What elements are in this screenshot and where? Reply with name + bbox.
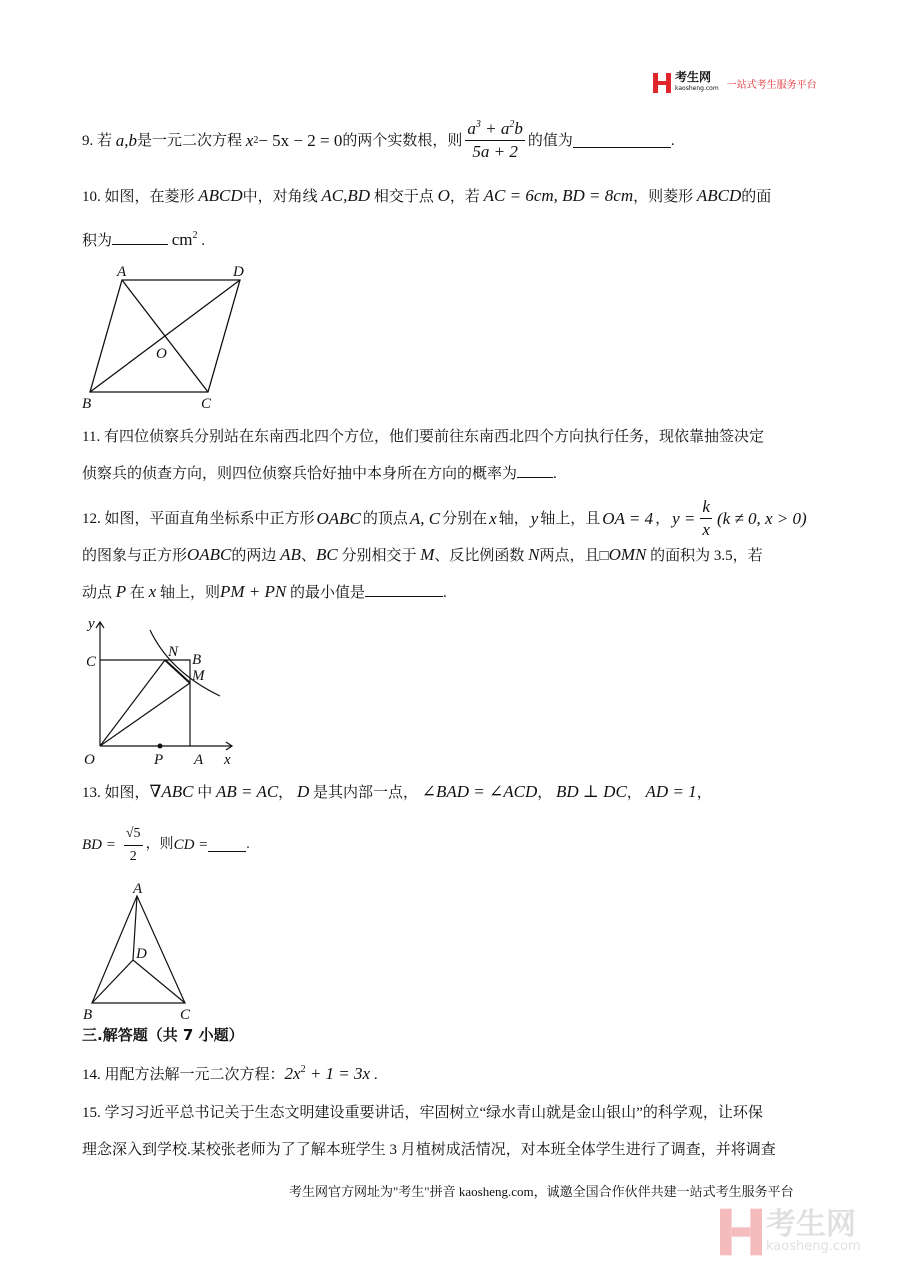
label-A: A	[117, 264, 127, 280]
question-11-line1: 11. 有四位侦察兵分别站在东南西北四个方位，他们要前往东南西北四个方向执行任务，现依靠抽签决定	[82, 429, 764, 445]
frac-den: 5a + 2	[472, 142, 518, 161]
q12-text: 轴上，则	[159, 585, 220, 601]
answer-blank	[365, 583, 443, 597]
question-12-line2	[82, 545, 763, 566]
q10-text: 的面	[741, 189, 772, 205]
q13-text: 13. 如图，	[82, 785, 150, 801]
answer-blank	[208, 838, 246, 852]
q12-math: y	[530, 508, 539, 528]
frac-den: x	[702, 520, 710, 539]
q12-text: 轴，	[498, 510, 529, 527]
q12-math: OABC	[187, 545, 232, 564]
q14-end: .	[373, 1067, 378, 1083]
question-11-line2	[82, 464, 557, 484]
q9-end: .	[670, 132, 675, 149]
q14-math: 2x	[284, 1064, 301, 1083]
q10-text: 中，对角线	[242, 189, 318, 205]
q9-fraction	[465, 118, 524, 163]
q13-text: ，	[626, 785, 642, 801]
q9-math: − 5x − 2 = 0	[258, 130, 343, 150]
q10-sup: 2	[192, 230, 198, 241]
frac-num: k	[700, 496, 712, 519]
question-13-line2	[82, 822, 250, 868]
q10-text: 相交于点	[373, 189, 434, 205]
watermark-domain: kaosheng.com	[766, 1239, 861, 1254]
q13-math: AD = 1	[645, 782, 697, 801]
answer-blank	[573, 134, 671, 148]
label-M: M	[192, 668, 205, 684]
brand-slogan: 一站式考生服务平台	[726, 79, 817, 91]
q13-math: D	[296, 782, 310, 801]
frac-num: √5	[124, 823, 143, 846]
q12-math: A, C	[409, 508, 441, 528]
label-A: A	[194, 752, 204, 768]
watermark-brand: 考生网	[766, 1207, 856, 1242]
q13-math: ∇ABC	[149, 782, 194, 801]
q10-end: .	[201, 233, 206, 249]
q10-math: AC = 6cm, BD = 8cm	[483, 186, 634, 205]
q12-math: (k ≠ 0, x > 0)	[716, 508, 807, 528]
kaosheng-watermark-icon	[720, 1208, 762, 1256]
frac-sup: 3	[475, 119, 481, 130]
q11-end: .	[553, 466, 557, 482]
frac-den: 2	[129, 848, 137, 864]
q13-math: ∠BAD = ∠ACD	[421, 782, 538, 801]
question-12-line3	[82, 582, 447, 603]
answer-blank	[517, 464, 553, 478]
q9-math: x	[245, 130, 254, 150]
q12-text: 轴上，且	[540, 510, 601, 527]
q12-math: OABC	[316, 508, 361, 528]
question-13-line1	[82, 782, 712, 803]
header-logo	[653, 72, 817, 94]
q12-math: BC	[315, 545, 338, 564]
label-C: C	[180, 1007, 191, 1023]
answer-blank	[112, 231, 168, 245]
q10-math: AC,BD	[321, 186, 371, 205]
triangle-figure	[78, 878, 208, 1023]
q10-text: 10. 如图，在菱形	[82, 189, 195, 205]
q10-text: ，若	[449, 189, 480, 205]
q10-math: O	[437, 186, 450, 205]
q12-text: 动点	[82, 585, 113, 601]
frac-part: b	[514, 119, 523, 138]
frac-part: a	[467, 119, 476, 138]
page-footer: 考生网官方网址为"考生"拼音 kaosheng.com，诚邀全国合作伙伴共建一站式考生服务平台	[289, 1184, 794, 1199]
q12-math: x	[148, 582, 157, 601]
rhombus-figure	[75, 260, 265, 415]
coordinate-figure	[80, 612, 250, 772]
q12-fraction	[700, 496, 712, 541]
q12-end: .	[443, 585, 447, 601]
q14-text: 14. 用配方法解一元二次方程：	[82, 1067, 285, 1083]
label-D: D	[136, 946, 147, 962]
label-C: C	[86, 654, 97, 670]
brand-domain: kaosheng.com	[675, 85, 719, 92]
q13-math: BD ⊥ DC	[556, 782, 627, 801]
label-N: N	[168, 644, 179, 660]
label-O: O	[84, 752, 95, 768]
q12-text: 在	[129, 585, 145, 601]
q12-text: 的顶点	[362, 510, 408, 527]
q13-math: BD =	[82, 837, 116, 853]
q14-math: + 1 = 3x	[305, 1064, 371, 1083]
label-P: P	[154, 752, 164, 768]
q13-end: .	[246, 837, 250, 852]
label-O: O	[156, 346, 167, 362]
label-B: B	[83, 1007, 93, 1023]
watermark-logo	[720, 1208, 861, 1256]
q10-text: 积为	[82, 233, 113, 249]
q12-text: 的两边	[231, 548, 277, 564]
label-C: C	[201, 396, 212, 412]
q12-math: OA = 4	[602, 508, 654, 528]
q11-text: 侦察兵的侦查方向，则四位侦察兵恰好抽中本身所在方向的概率为	[82, 466, 518, 482]
q12-text: 的最小值是	[289, 585, 365, 601]
label-A: A	[133, 881, 143, 897]
question-9: 9. 若 a,b 是一元二次方程 x 2 − 5x − 2 = 0 的两个实数根，则 $\frac{a^3 + a^2b}{5a + 2}$ 的值为 .	[82, 119, 675, 161]
q12-math: PM + PN	[219, 582, 287, 601]
q9-text: 的两个实数根，则	[342, 132, 463, 149]
q12-math: x	[489, 508, 497, 528]
q9-text: 是一元二次方程	[137, 132, 243, 149]
q10-math: ABCD	[696, 186, 742, 205]
label-y: y	[88, 616, 95, 632]
label-B: B	[192, 652, 202, 668]
q13-text: 是其内部一点，	[312, 785, 418, 801]
question-10-line2	[82, 230, 205, 251]
q13-text: ，则	[145, 837, 174, 852]
q13-fraction	[124, 823, 143, 868]
q12-math: OMN	[608, 545, 647, 564]
q14-sup: 2	[300, 1064, 306, 1075]
q10-text: ，则菱形	[633, 189, 694, 205]
label-x: x	[224, 752, 231, 768]
q12-text: 的图象与正方形	[82, 548, 188, 564]
question-14	[82, 1064, 378, 1085]
q12-math: y =	[672, 508, 696, 528]
question-10-line1	[82, 186, 771, 207]
frac-sup: 2	[509, 119, 515, 130]
frac-part: + a	[480, 119, 510, 138]
q12-math: AB	[280, 545, 301, 564]
q13-text: ，	[696, 785, 712, 801]
q10-math: ABCD	[198, 186, 243, 205]
question-15-line2: 理念深入到学校.某校张老师为了了解本班学生 3 月植树成活情况，对本班全体学生进行了调查，并将调查	[82, 1142, 776, 1158]
q13-math: AB = AC	[216, 782, 279, 801]
label-B: B	[82, 396, 92, 412]
q12-text: 的面积为 3.5，若	[650, 548, 763, 564]
kaosheng-logo-icon	[653, 73, 671, 93]
q12-text: ，	[655, 510, 671, 527]
q9-text: 的值为	[527, 132, 573, 149]
q12-text: 、反比例函数	[434, 548, 525, 564]
q13-text: 中	[197, 785, 213, 801]
question-15-line1: 15. 学习习近平总书记关于生态文明建设重要讲话，牢固树立“绿水青山就是金山银山”的科学观，让环保	[82, 1105, 763, 1121]
q13-text: ，	[537, 785, 553, 801]
q12-math: N	[528, 545, 540, 564]
label-D: D	[233, 264, 244, 280]
q9-text: 9. 若	[82, 132, 113, 149]
q10-unit: cm	[171, 230, 193, 249]
brand-name: 考生网	[675, 70, 712, 84]
q12-math: P	[115, 582, 127, 601]
q13-math: CD =	[173, 837, 209, 853]
q12-text: 分别相交于	[341, 548, 417, 564]
q12-text: 12. 如图，平面直角坐标系中正方形	[82, 510, 315, 527]
q12-text: 分别在	[442, 510, 488, 527]
q9-math: a,b	[115, 130, 138, 150]
q13-text: ，	[278, 785, 294, 801]
question-12-line1	[82, 496, 807, 541]
q12-text: 两点，且□	[539, 548, 609, 564]
q12-math: M	[420, 545, 435, 564]
q12-text: 、	[300, 548, 316, 564]
section-heading: 三.解答题（共 7 小题）	[82, 1026, 244, 1044]
